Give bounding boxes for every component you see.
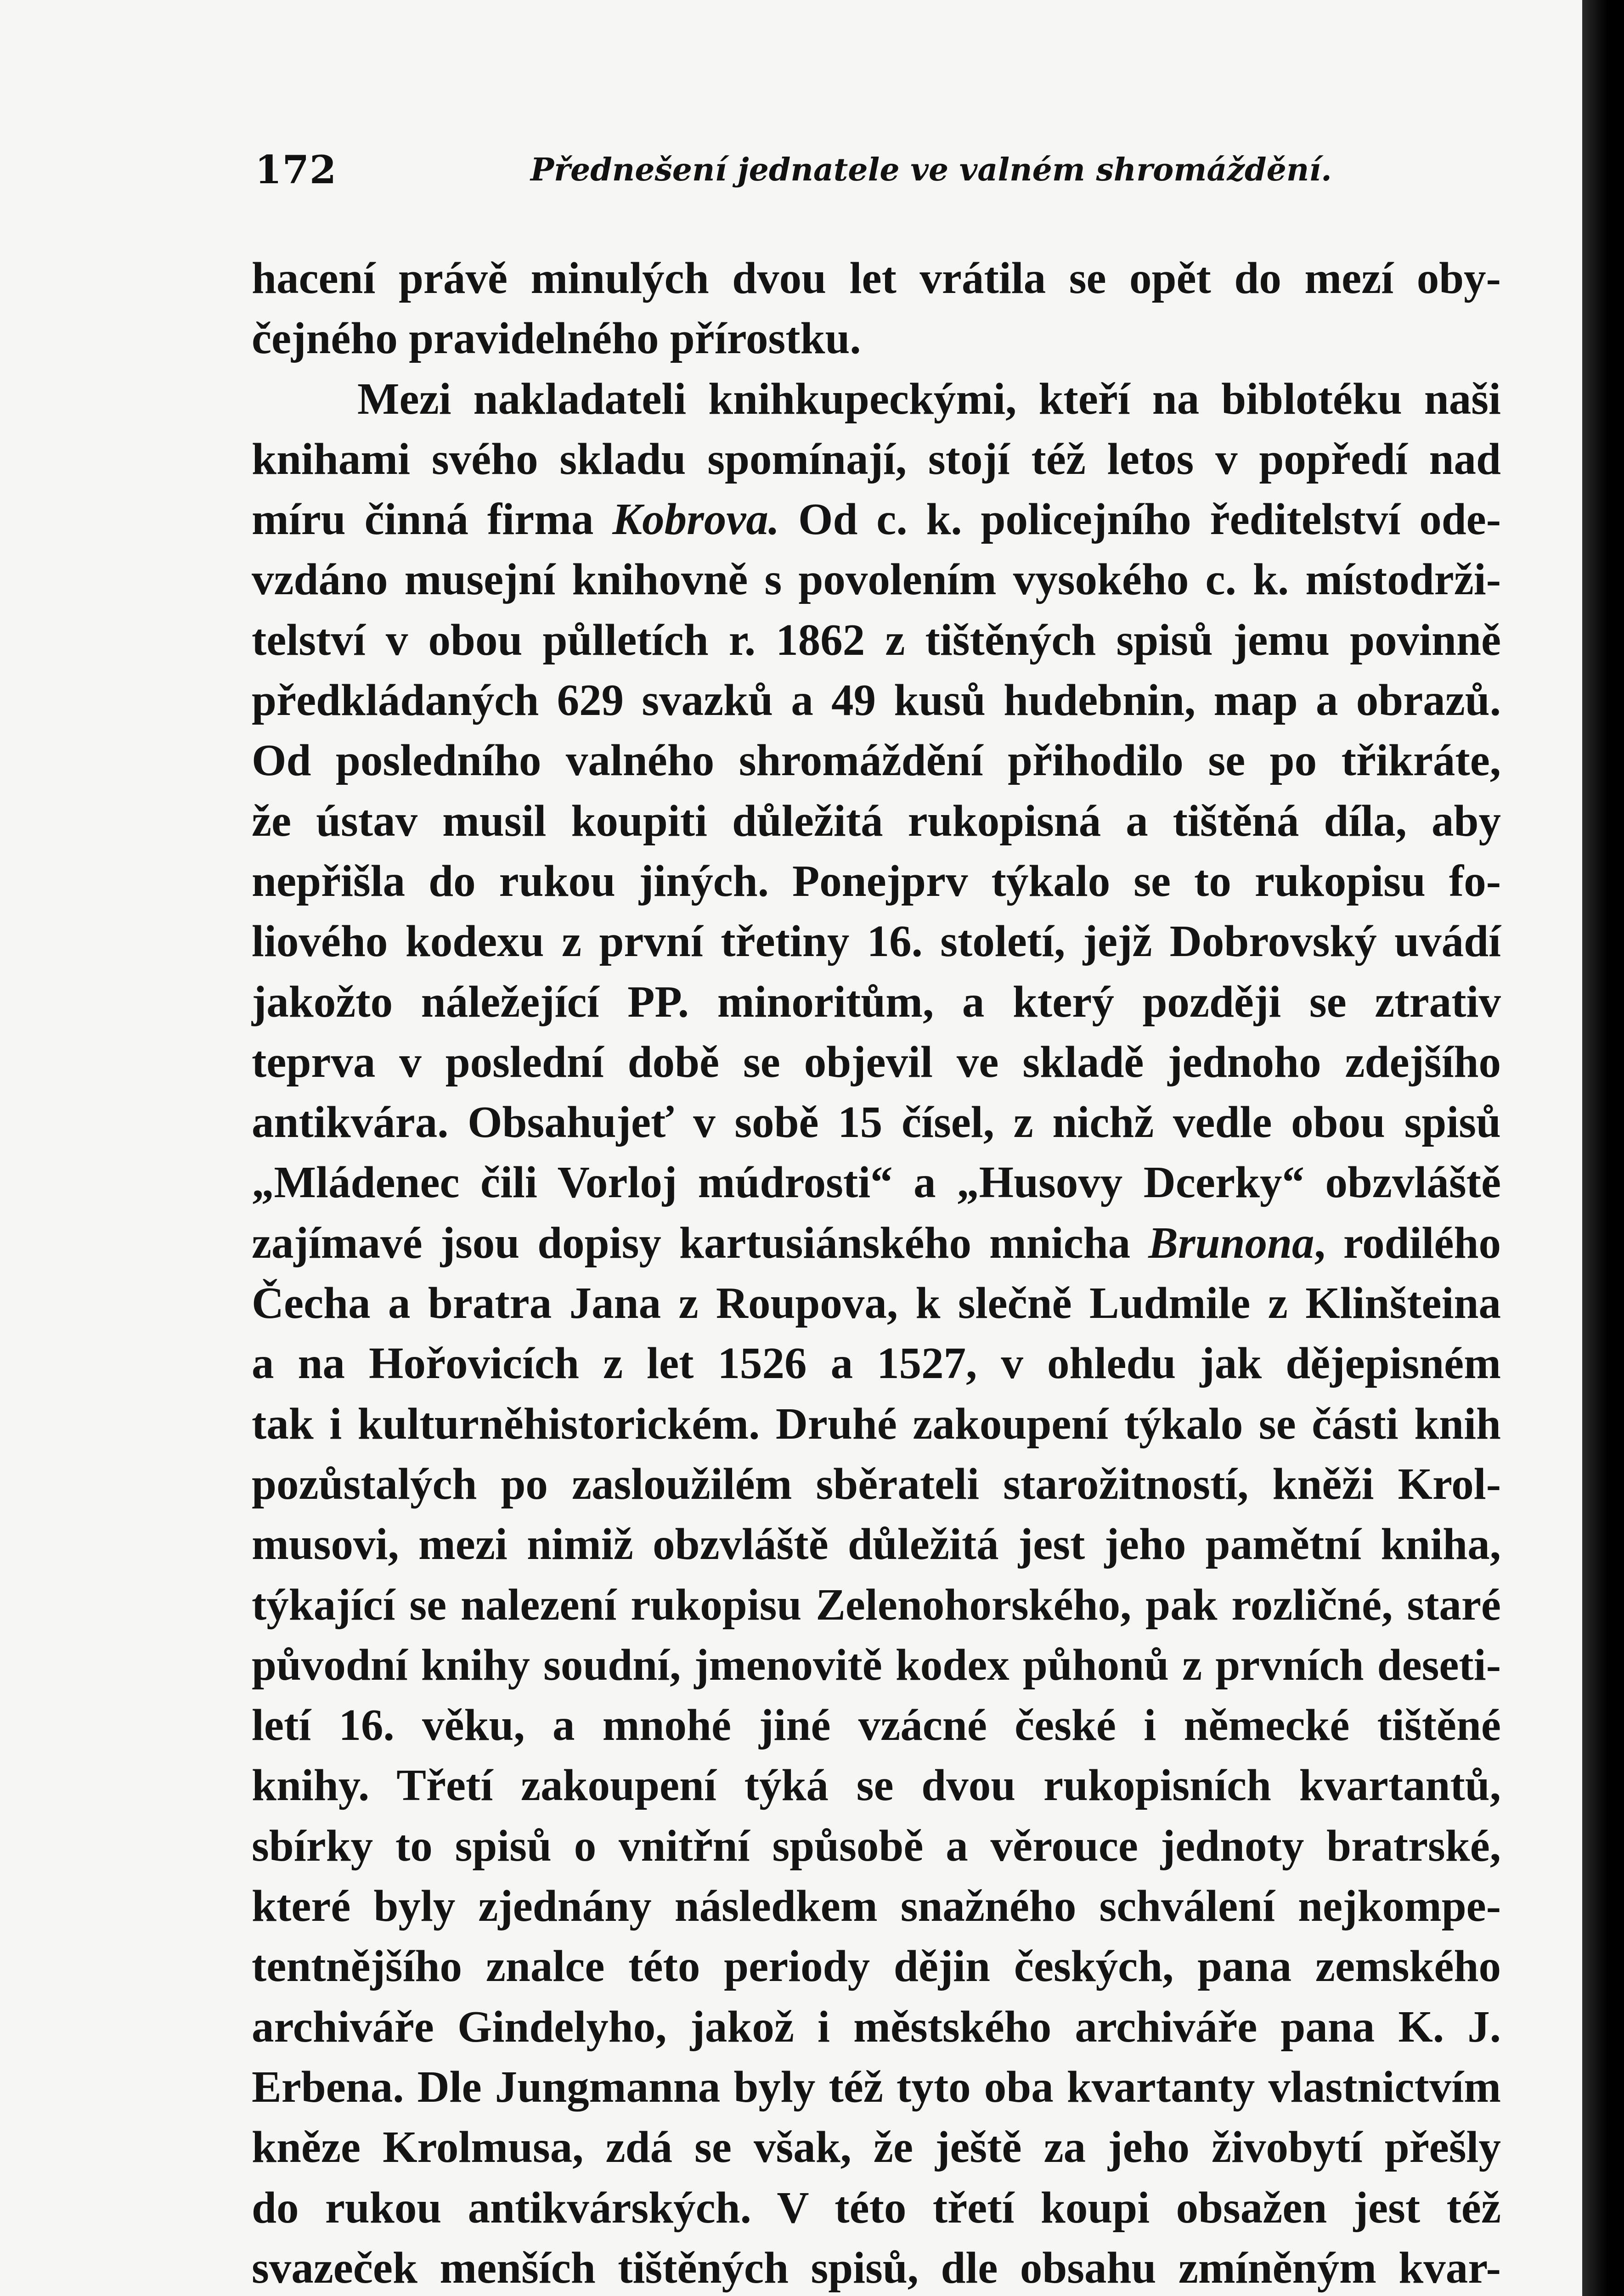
text-fragment: zajímavé jsou dopisy kartusiánského mnicha [252, 1218, 1149, 1267]
text-line: knihy. Třetí zakoupení týká se dvou rukopisních kvartantů, [252, 1761, 1501, 1810]
text-line: Od posledního valného shromáždění přihodilo se po třikráte, [252, 736, 1501, 785]
text-line: které byly zjednány následkem snažného schválení nejkompe- [252, 1881, 1501, 1931]
text-line: sbírky to spisů o vnitřní spůsobě a věrouce jednoty bratrské, [252, 1821, 1501, 1870]
text-line: vzdáno musejní knihovně s povolením vysokého c. k. místodrži- [252, 555, 1501, 604]
text-line: Mezi nakladateli knihkupeckými, kteří na biblotéku naši [357, 374, 1501, 423]
text-line: knihami svého skladu spomínají, stojí též letos v popředí nad [252, 434, 1501, 484]
text-line: hacení právě minulých dvou let vrátila se opět do mezí oby- [252, 253, 1501, 303]
text-line: do rukou antikvárských. V této třetí koupi obsažen jest též [252, 2183, 1501, 2232]
text-line: archiváře Gindelyho, jakož i městského archiváře pana K. J. [252, 2002, 1501, 2051]
scan-edge [1582, 0, 1624, 2296]
text-line: čejného pravidelného přírostku. [252, 314, 861, 363]
monk-name: Brunona [1148, 1218, 1314, 1267]
text-line: že ústav musil koupiti důležitá rukopisná a tištěná díla, aby [252, 796, 1501, 845]
text-line: předkládaných 629 svazků a 49 kusů hudebnin, map a obrazů. [252, 675, 1501, 725]
publisher-name: Kobrova. [612, 495, 780, 544]
text-line: pozůstalých po zasloužilém sběrateli starožitností, kněži Krol- [252, 1459, 1501, 1508]
text-fragment: míru činná firma [252, 495, 613, 544]
text-line: nepřišla do rukou jiných. Ponejprv týkalo se to rukopisu fo- [252, 856, 1501, 906]
text-line: antikvára. Obsahujeť v sobě 15 čísel, z nichž vedle obou spisů [252, 1097, 1501, 1147]
text-line: liového kodexu z první třetiny 16. století, jejž Dobrovský uvádí [252, 917, 1501, 966]
text-line: „Mládenec čili Vorloj múdrosti“ a „Husovy Dcerky“ obzvláště [252, 1158, 1501, 1207]
text-line: týkající se nalezení rukopisu Zelenohorského, pak rozličné, staré [252, 1580, 1501, 1629]
text-line: teprva v poslední době se objevil ve skladě jednoho zdejšího [252, 1037, 1501, 1086]
text-line: letí 16. věku, a mnohé jiné vzácné české i německé tištěné [252, 1700, 1501, 1750]
text-line: tentnějšího znalce této periody dějin českých, pana zemského [252, 1941, 1501, 1991]
text-line: musovi, mezi nimiž obzvláště důležitá jest jeho pamětní kniha, [252, 1519, 1501, 1569]
text-line [252, 1213, 1501, 1273]
text-line: tak i kulturněhistorickém. Druhé zakoupení týkalo se části knih [252, 1399, 1501, 1448]
page-header [255, 147, 1509, 202]
text-fragment: Od c. k. policejního ředitelství ode- [779, 495, 1501, 544]
page-number: 172 [255, 147, 337, 192]
text-line: původní knihy soudní, jmenovitě kodex půhonů z prvních deseti- [252, 1640, 1501, 1689]
text-line: Čecha a bratra Jana z Roupova, k slečně Ludmile z Klinšteina [252, 1278, 1501, 1328]
text-line: kněze Krolmusa, zdá se však, že ještě za jeho živobytí přešly [252, 2122, 1501, 2172]
text-line: svazeček menších tištěných spisů, dle obsahu zmíněným kvar- [252, 2243, 1501, 2292]
text-fragment: , rodilého [1314, 1218, 1501, 1267]
text-line [252, 489, 1501, 549]
text-line: Erbena. Dle Jungmanna byly též tyto oba kvartanty vlastnictvím [252, 2062, 1501, 2111]
text-line: telství v obou půlletích r. 1862 z tištěných spisů jemu povinně [252, 615, 1501, 664]
text-line: jakožto náležející PP. minoritům, a který později se ztrativ [252, 977, 1501, 1026]
text-line: a na Hořovicích z let 1526 a 1527, v ohledu jak dějepisném [252, 1339, 1501, 1388]
body-text [252, 248, 1501, 2296]
running-title: Přednešení jednatele ve valném shromáždění. [530, 152, 1332, 188]
